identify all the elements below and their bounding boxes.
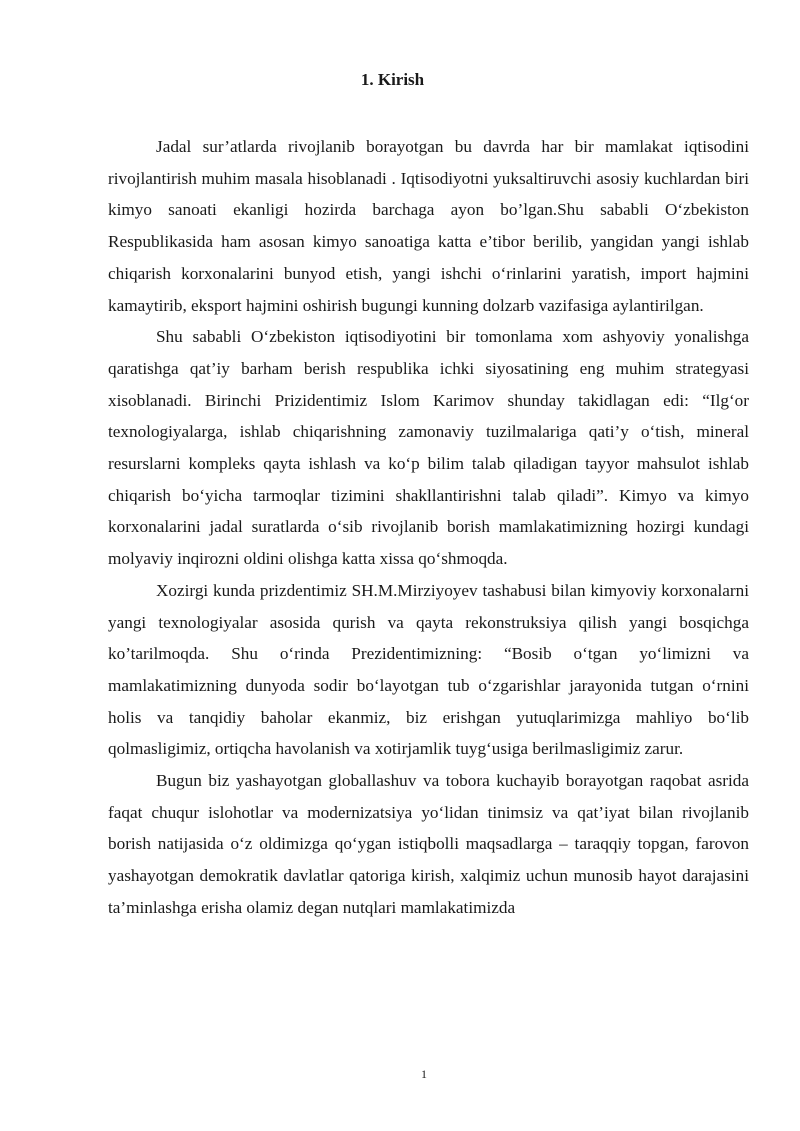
paragraph: Xozirgi kunda prizdentimiz SH.M.Mirziyoyev tashabusi bilan kimyoviy korxonalarni yangi texnologiyalar asosida qurish va qayta rekonstruksiya qilish yangi bosqichga ko’tarilmoqda. Shu o‘rinda Prezidentimizning: “Bosib o‘tgan yo‘limizni va mamlakatimizning dunyoda sodir bo‘layotgan tub o‘zgarishlar jarayonida tutgan o‘rnini holis va tanqidiy baholar ekanmiz, biz erishgan yutuqlarimizga mahliyo bo‘lib qolmasligimiz, ortiqcha havolanish va xotirjamlik tuyg‘usiga berilmasligimiz zarur. <box>108 580 749 759</box>
page-number: 1 <box>421 1067 427 1081</box>
paragraph: Bugun biz yashayotgan globallashuv va tobora kuchayib borayotgan raqobat asrida faqat chuqur islohotlar va modernizatsiya yo‘lidan tinimsiz va qat’iyat bilan rivojlanib borish natijasida o‘z oldimizga qo‘ygan istiqbolli maqsadlarga – taraqqiy topgan, farovon yashayotgan demokratik davlatlar qatoriga kirish, xalqimiz uchun munosib hayot darajasini ta’minlashga erisha olamiz degan nutqlari mamlakatimizda <box>108 771 749 917</box>
page-title: 1. Kirish <box>360 70 425 89</box>
paragraph: Jadal sur’atlarda rivojlanib borayotgan bu davrda har bir mamlakat iqtisodini rivojlantirish muhim masala hisoblanadi . Iqtisodiyotni yuksaltiruvchi asosiy kuchlardan biri kimyo sanoati ekanligi hozirda barchaga ayon bo’lgan.Shu sababli O‘zbekiston Respublikasida ham asosan kimyo sanoatiga katta e’tibor berilib, yangidan yangi ishlab chiqarish korxonalarini bunyod etish, yangi ishchi o‘rinlarini yaratish, import hajmini kamaytirib, eksport hajmini oshirish bugungi kunning dolzarb vazifasiga aylantirilgan. <box>108 137 749 315</box>
document-body <box>108 131 749 924</box>
paragraph: Shu sababli O‘zbekiston iqtisodiyotini bir tomonlama xom ashyoviy yonalishga qaratishga qat’iy barham berish respublika ichki siyosatining eng muhim strategyasi xisoblanadi. Birinchi Prizidentimiz Islom Karimov shunday takidlagan edi: “Ilg‘or texnologiyalarga, ishlab chiqarishning zamonaviy tuzilmalariga qati’y o‘tish, mineral resurslarni kompleks qayta ishlash va ko‘p bilim talab qiladigan tayyor mahsulot ishlab chiqarish bo‘yicha tarmoqlar tizimini shakllantirishni talab qiladi”. Kimyo va kimyo korxonalarini jadal suratlarda o‘sib rivojlanib borish mamlakatimizning hozirgi kundagi molyaviy inqirozni oldini olishga katta xissa qo‘shmoqda. <box>108 327 749 569</box>
